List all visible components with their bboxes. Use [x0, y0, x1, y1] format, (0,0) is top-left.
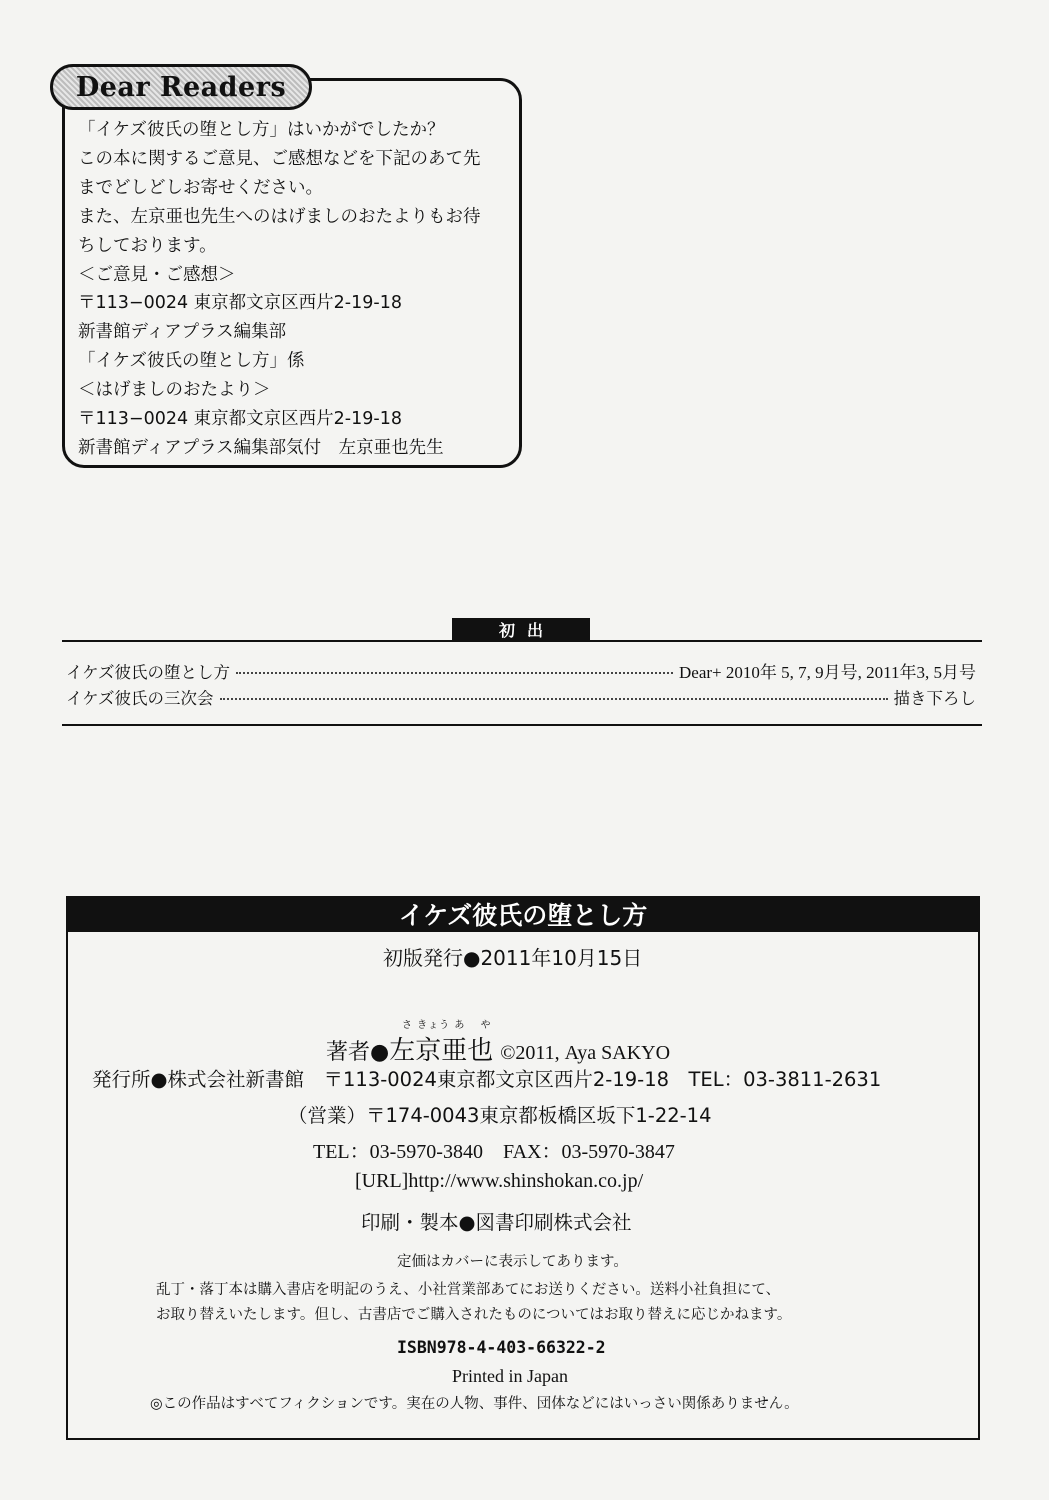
dear-readers-line: ＜はげましのおたより＞ — [78, 380, 271, 401]
first-edition-text: 初版発行●2011年10月15日 — [383, 946, 643, 970]
author-line — [326, 1030, 670, 1067]
colophon-title: イケズ彼氏の堕とし方 — [66, 896, 980, 932]
first-edition-date — [383, 942, 642, 971]
first-pub-title: イケズ彼氏の堕とし方 — [66, 663, 231, 682]
dear-readers-line: ＜ご意見・ご感想＞ — [78, 264, 236, 285]
author-prefix: 著者● — [326, 1040, 390, 1065]
dear-readers-line: 「イケズ彼氏の堕とし方」はいかがでしたか？ — [78, 120, 445, 140]
first-pub-entry — [66, 685, 976, 709]
author-ruby: さ きょう あ や — [402, 1020, 492, 1031]
dear-readers-title: Dear Readers — [75, 71, 287, 103]
dear-readers-line: までどしどしお寄せください。 — [78, 177, 323, 198]
publisher-line: 発行所●株式会社新書館 〒113-0024東京都文京区西片2-19-18 TEL：03-3811-2631 — [92, 1068, 882, 1091]
dear-readers-line: 新書館ディアプラス編集部気付 左京亜也先生 — [78, 437, 444, 458]
copyright: ©2011, Aya SAKYO — [500, 1042, 671, 1064]
dear-readers-line: また、左京亜也先生へのはげましのおたよりもお待 — [78, 206, 481, 227]
dear-readers-line: 〒113−0024 東京都文京区西片2-19-18 — [78, 409, 402, 430]
dear-readers-text — [78, 116, 518, 463]
url-line: [URL]http://www.shinshokan.co.jp/ — [355, 1170, 644, 1192]
isbn: ISBN978-4-403-66322-2 — [397, 1338, 606, 1357]
author-name: 左京亜也 — [389, 1036, 494, 1066]
leader-dots — [220, 698, 888, 700]
first-pub-title: イケズ彼氏の三次会 — [66, 689, 214, 708]
price-note: 定価はカバーに表示してあります。 — [397, 1254, 628, 1270]
dear-readers-badge — [50, 64, 312, 110]
first-pub-source: Dear+ 2010年 5, 7, 9月号, 2011年3, 5月号 — [679, 663, 976, 682]
dear-readers-line: 〒113−0024 東京都文京区西片2-19-18 — [78, 293, 402, 314]
leader-dots — [236, 672, 673, 674]
printed-in: Printed in Japan — [452, 1366, 568, 1386]
printing-line: 印刷・製本●図書印刷株式会社 — [361, 1211, 632, 1234]
fiction-note: ◎この作品はすべてフィクションです。実在の人物、事件、団体などにはいっさい関係ありません。 — [150, 1396, 799, 1412]
dear-readers-line: この本に関するご意見、ご感想などを下記のあて先 — [78, 148, 481, 169]
first-pub-entry — [66, 658, 976, 683]
first-pub-source: 描き下ろし — [893, 689, 976, 708]
first-pub-bottom-rule — [62, 724, 982, 726]
colophon-box — [66, 896, 980, 1440]
first-pub-top-rule — [62, 640, 982, 642]
first-pub-heading-label: 初出 — [498, 620, 555, 640]
dear-readers-line: 「イケズ彼氏の堕とし方」係 — [78, 351, 305, 372]
tel-fax-line: TEL：03-5970-3840 FAX：03-5970-3847 — [313, 1141, 675, 1163]
defect-note: お取り替えいたします。但し、古書店でご購入されたものについてはお取り替えに応じかねます。 — [156, 1307, 792, 1323]
sales-office-line: （営業）〒174-0043東京都板橋区坂下1-22-14 — [288, 1104, 712, 1127]
first-pub-heading — [452, 618, 590, 640]
dear-readers-line: ちしております。 — [78, 235, 217, 256]
dear-readers-line: 新書館ディアプラス編集部 — [78, 322, 287, 343]
defect-note: 乱丁・落丁本は購入書店を明記のうえ、小社営業部あてにお送りください。送料小社負担にて、 — [156, 1282, 781, 1298]
